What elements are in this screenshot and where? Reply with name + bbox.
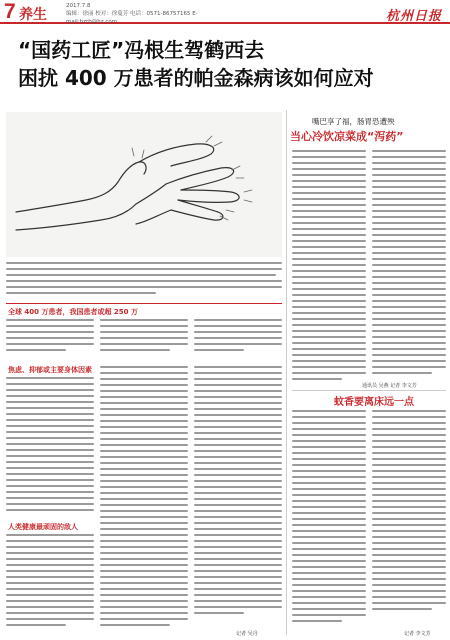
page-number: 7 — [4, 0, 16, 23]
hero-illustration — [6, 112, 282, 257]
side-column-a — [292, 150, 366, 386]
subhead-enemy: 人类健康最顽固的敌人 — [8, 523, 78, 531]
side-story-byline: 通讯员 吴燕 记者 李文芳 — [362, 383, 417, 389]
side-column-b — [372, 150, 446, 386]
intro-paragraph — [6, 262, 282, 300]
bottom-column-b — [372, 410, 446, 622]
body-column-2b — [100, 366, 188, 632]
side-story-headline: 当心冷饮凉菜成“泻药” — [290, 130, 404, 143]
body-column-2a — [6, 377, 94, 517]
main-headline-line1: “国药工匠”冯根生驾鹤西去 — [18, 38, 265, 62]
section-divider — [6, 303, 282, 304]
side-story-deck: 嘴巴享了福，肠胃恐遭殃 — [312, 117, 395, 126]
bottom-story-headline: 蚊香要离床远一点 — [334, 397, 414, 408]
newspaper-brand: 杭州日报 — [385, 9, 442, 24]
body-column-1c — [194, 319, 282, 359]
column-divider — [286, 110, 287, 635]
bottom-story-byline: 记者 李文芳 — [404, 631, 431, 637]
editor-contact: 编辑：徐丽 校对：徐蔓芳 电话：0571-86757165 E-mail:hzrb@hz.com — [66, 11, 198, 25]
body-column-1b — [100, 319, 188, 359]
section-title: 养生 — [19, 7, 47, 23]
body-column-3a — [6, 534, 94, 634]
subhead-anxiety: 焦虑、抑郁或主要身体因素 — [8, 366, 92, 374]
masthead — [0, 0, 450, 24]
body-column-2c — [194, 366, 282, 624]
subhead-patient-count: 全球 400 万患者，我国患者或超 250 万 — [8, 308, 138, 316]
shaking-hand-drawing — [6, 112, 282, 257]
bottom-column-a — [292, 410, 366, 630]
story-separator — [292, 390, 446, 391]
issue-date: 2017.7.8 — [66, 3, 91, 9]
main-headline-line2: 困扰 400 万患者的帕金森病该如何应对 — [18, 66, 374, 90]
masthead-meta — [66, 2, 206, 26]
main-story-byline: 记者 吴丹 — [236, 631, 258, 637]
body-column-1a — [6, 319, 94, 359]
